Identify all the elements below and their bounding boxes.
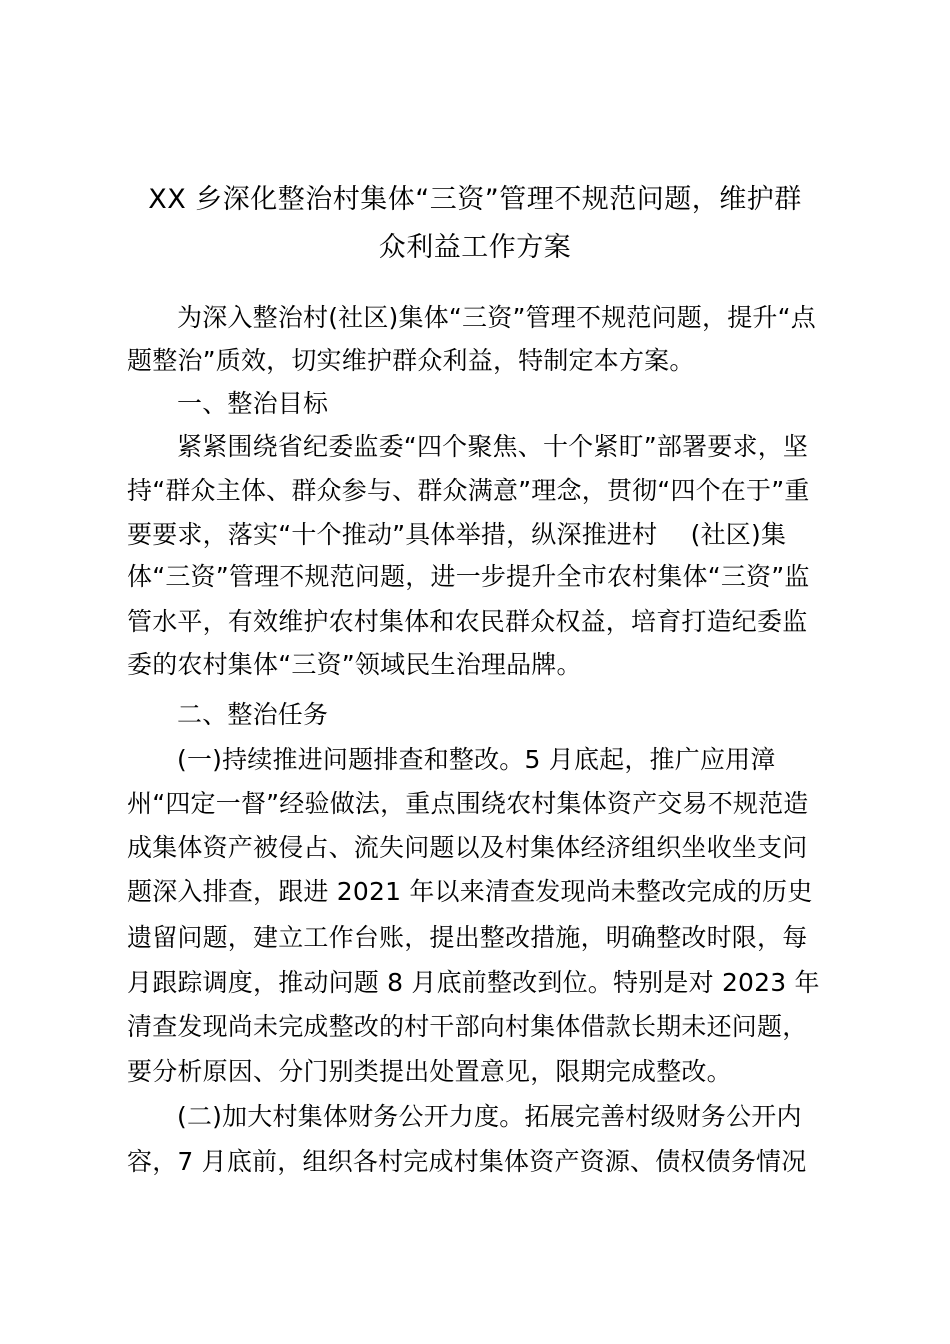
title-line-1: XX 乡深化整治村集体“三资”管理不规范问题，维护群 (148, 184, 802, 215)
paragraph-line: 月跟踪调度，推动问题 8 月底前整改到位。特别是对 2023 年 (127, 968, 820, 997)
paragraph-line: 题深入排查，跟进 2021 年以来清查发现尚未整改完成的历史 (127, 877, 813, 906)
paragraph-line: 要分析原因、分门别类提出处置意见，限期完成整改。 (127, 1057, 732, 1086)
paragraph-line: 成集体资产被侵占、流失问题以及村集体经济组织坐收坐支问 (127, 833, 808, 862)
paragraph-line: 要要求，落实“十个推动”具体举措，纵深推进村 (社区)集 (127, 520, 787, 549)
paragraph-line: 体“三资”管理不规范问题，进一步提升全市农村集体“三资”监 (127, 562, 810, 591)
paragraph-line: 紧紧围绕省纪委监委“四个聚焦、十个紧盯”部署要求，坚 (177, 432, 809, 461)
paragraph-line: 州“四定一督”经验做法，重点围绕农村集体资产交易不规范造 (127, 789, 809, 818)
paragraph-line: 管水平，有效维护农村集体和农民群众权益，培育打造纪委监 (127, 607, 808, 636)
paragraph-line: 持“群众主体、群众参与、群众满意”理念，贯彻“四个在于”重 (127, 476, 810, 505)
paragraph-line: 遗留问题，建立工作台账，提出整改措施，明确整改时限，每 (127, 923, 808, 952)
document-title (0, 176, 950, 272)
title-line-2: 众利益工作方案 (378, 232, 572, 263)
section-heading-2: 二、整治任务 (177, 700, 329, 729)
paragraph-line: 委的农村集体“三资”领域民生治理品牌。 (127, 650, 582, 679)
section-heading-1: 一、整治目标 (177, 389, 329, 418)
paragraph-line: 清查发现尚未完成整改的村干部向村集体借款长期未还问题， (127, 1012, 808, 1041)
paragraph-line: 容，7 月底前，组织各村完成村集体资产资源、债权债务情况 (127, 1147, 807, 1176)
paragraph-line: 为深入整治村(社区)集体“三资”管理不规范问题，提升“点 (177, 303, 816, 332)
paragraph-line: 题整治”质效，切实维护群众利益，特制定本方案。 (127, 346, 695, 375)
paragraph-line: (一)持续推进问题排查和整改。5 月底起，推广应用漳 (177, 745, 776, 774)
paragraph-line: (二)加大村集体财务公开力度。拓展完善村级财务公开内 (177, 1102, 802, 1131)
